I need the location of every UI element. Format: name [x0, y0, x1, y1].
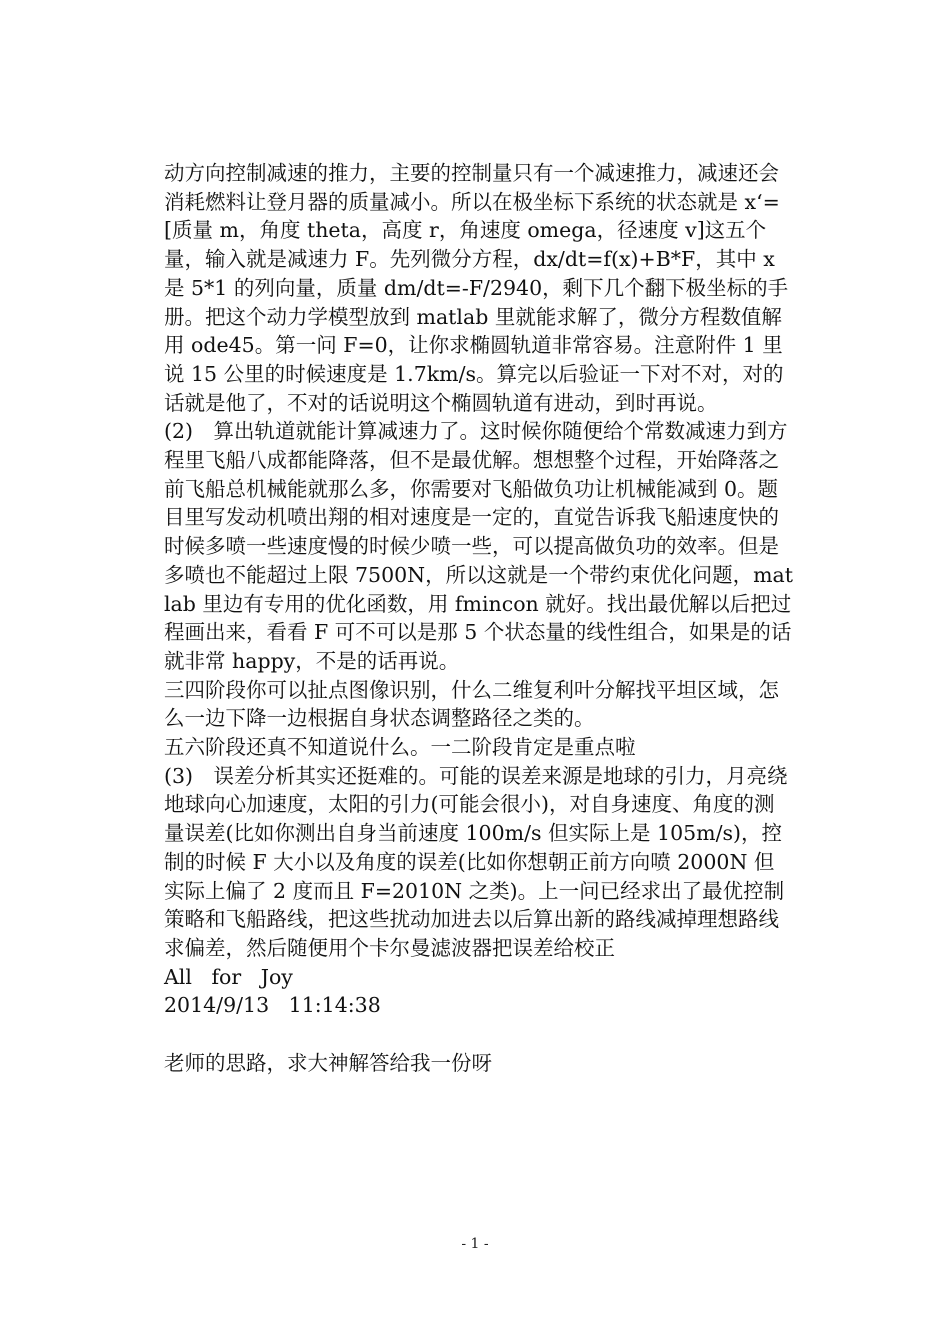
- blank-line: [164, 1020, 794, 1049]
- paragraph-error-analysis: (3) 误差分析其实还挺难的。可能的误差来源是地球的引力，月亮绕地球向心加速度，太阳的引力(可能会很小)，对自身速度、角度的测量误差(比如你测出自身当前速度 100m/s 但实际上是 105m/s)，控制的时候 F 大小以及角度的误差(比如你想朝正前方向喷 2000N 但实际上偏了 2 度而且 F=2010N 之类)。上一问已经求出了最优控制策略和飞船路线，把这些扰动加进去以后算出新的路线减掉理想路线求偏差，然后随便用个卡尔曼滤波器把误差给校正: [164, 763, 788, 960]
- paragraph-optimal-thrust: (2) 算出轨道就能计算减速力了。这时候你随便给个常数减速力到方程里飞船八成都能降落，但不是最优解。想想整个过程，开始降落之前飞船总机械能就那么多，你需要对飞船做负功让机械能减到 0。题目里写发动机喷出翔的相对速度是一定的，直觉告诉我飞船速度快的时候多喷一些速度慢的时候少喷一些，可以提高做负功的效率。但是多喷也不能超过上限 7500N，所以这就是一个带约束优化问题，matlab 里边有专用的优化函数，用 fmincon 就好。找出最优解以后把过程画出来，看看 F 可不可以是那 5 个状态量的线性组合，如果是的话就非常 happy，不是的话再说。: [164, 419, 794, 673]
- timestamp: 2014/9/13 11:14:38: [164, 993, 381, 1018]
- page-number: - 1 -: [461, 1236, 489, 1252]
- reply-text: 老师的思路，求大神解答给我一份呀: [164, 1050, 492, 1075]
- document-body: [164, 159, 794, 1077]
- signature: All for Joy: [164, 964, 293, 989]
- paragraph-stage-five-six: 五六阶段还真不知道说什么。一二阶段肯定是重点啦: [164, 735, 636, 760]
- paragraph-dynamics-model: 动方向控制减速的推力，主要的控制量只有一个减速推力，减速还会消耗燃料让登月器的质量减小。所以在极坐标下系统的状态就是 x‘=[质量 m，角度 theta，高度 r，角速度 omega，径速度 v]这五个量，输入就是减速力 F。先列微分方程，dx/dt=f(x)+B*F，其中 x 是 5*1 的列向量，质量 dm/dt=-F/2940，剩下几个翻下极坐标的手册。把这个动力学模型放到 matlab 里就能求解了，微分方程数值解用 ode45。第一问 F=0，让你求椭圆轨道非常容易。注意附件 1 里说 15 公里的时候速度是 1.7km/s。算完以后验证一下对不对，对的话就是他了，不对的话说明这个椭圆轨道有进动，到时再说。: [164, 161, 789, 415]
- paragraph-stage-three-four: 三四阶段你可以扯点图像识别，什么二维复利叶分解找平坦区域，怎么一边下降一边根据自身状态调整路径之类的。: [164, 677, 779, 731]
